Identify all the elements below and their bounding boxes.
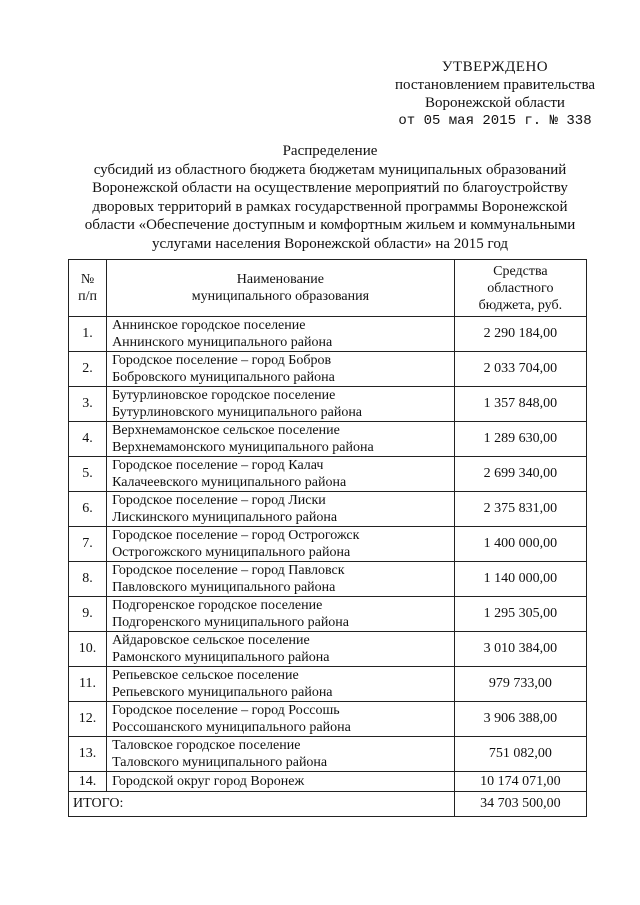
- row-number: 7.: [69, 527, 107, 562]
- row-sum: 1 357 848,00: [454, 387, 586, 422]
- row-name-line: Айдаровское сельское поселение: [112, 633, 310, 648]
- row-sum: 751 082,00: [454, 737, 586, 772]
- row-name-line: Городское поселение – город Лиски: [112, 493, 326, 508]
- row-number: 9.: [69, 597, 107, 632]
- row-name: [107, 597, 455, 632]
- row-sum: 3 010 384,00: [454, 632, 586, 667]
- row-name: [107, 492, 455, 527]
- row-number: 6.: [69, 492, 107, 527]
- row-name: [107, 702, 455, 737]
- row-name-line: Репьевского муниципального района: [112, 685, 333, 700]
- row-name: [107, 387, 455, 422]
- document-heading: [70, 142, 590, 253]
- row-name: [107, 352, 455, 387]
- header-sum: [454, 260, 586, 317]
- table-row: [69, 492, 587, 527]
- row-name-line: Аннинского муниципального района: [112, 335, 333, 350]
- row-name-line: Калачеевского муниципального района: [112, 475, 347, 490]
- header-num-line: п/п: [78, 289, 97, 304]
- row-number: 4.: [69, 422, 107, 457]
- header-sum-line: Средства: [493, 263, 548, 279]
- table-row: [69, 387, 587, 422]
- header-name-line: Наименование: [236, 272, 324, 287]
- total-sum: 34 703 500,00: [454, 792, 586, 817]
- row-name: [107, 457, 455, 492]
- table-row: [69, 457, 587, 492]
- heading-line-1: субсидий из областного бюджета бюджетам муниципальных образований: [93, 161, 567, 178]
- row-number: 8.: [69, 562, 107, 597]
- row-name-line: Городское поселение – город Бобров: [112, 353, 332, 368]
- row-sum: 1 140 000,00: [454, 562, 586, 597]
- header-num: [69, 260, 107, 317]
- header-sum-line: бюджета, руб.: [478, 297, 563, 313]
- row-name-line: Рамонского муниципального района: [112, 650, 330, 665]
- table-row: [69, 562, 587, 597]
- approval-title: УТВЕРЖДЕНО: [441, 59, 549, 75]
- row-name-line: Бутурлиновского муниципального района: [112, 405, 363, 420]
- row-number: 11.: [69, 667, 107, 702]
- row-number: 12.: [69, 702, 107, 737]
- header-name-line: муниципального образования: [191, 289, 370, 304]
- row-name-line: Верхнемамонское сельское поселение: [112, 423, 340, 438]
- row-sum: 10 174 071,00: [454, 772, 586, 792]
- row-sum: 979 733,00: [454, 667, 586, 702]
- approval-stamp: от 05 мая 2015 г. № 338: [398, 113, 592, 129]
- row-name: [107, 667, 455, 702]
- table-row: [69, 527, 587, 562]
- row-sum: 2 699 340,00: [454, 457, 586, 492]
- row-sum: 1 400 000,00: [454, 527, 586, 562]
- header-num-line: №: [80, 272, 95, 287]
- row-name-line: Городской округ город Воронеж: [112, 774, 305, 789]
- row-number: 10.: [69, 632, 107, 667]
- table-row: [69, 737, 587, 772]
- table-header-row: [69, 260, 587, 317]
- row-name-line: Подгоренского муниципального района: [112, 615, 350, 630]
- row-sum: 3 906 388,00: [454, 702, 586, 737]
- row-name: [107, 632, 455, 667]
- row-name-line: Городское поселение – город Павловск: [112, 563, 345, 578]
- approval-line-1: постановлением правительства: [394, 77, 596, 93]
- table-row: [69, 702, 587, 737]
- table-row: [69, 422, 587, 457]
- row-name-line: Бобровского муниципального района: [112, 370, 335, 385]
- row-number: 3.: [69, 387, 107, 422]
- approval-block: [380, 58, 610, 130]
- heading-line-3: дворовых территорий в рамках государственной программы Воронежской: [92, 198, 568, 215]
- row-number: 2.: [69, 352, 107, 387]
- header-sum-line: областного: [487, 280, 554, 296]
- row-sum: 1 289 630,00: [454, 422, 586, 457]
- row-name: [107, 737, 455, 772]
- row-number: 13.: [69, 737, 107, 772]
- row-name-line: Городское поселение – город Острогожск: [112, 528, 360, 543]
- row-sum: 2 375 831,00: [454, 492, 586, 527]
- distribution-table: [68, 259, 587, 817]
- row-name-line: Городское поселение – город Россошь: [112, 703, 340, 718]
- heading-line-5: услугами населения Воронежской области» на 2015 год: [151, 235, 509, 252]
- row-sum: 2 290 184,00: [454, 317, 586, 352]
- row-sum: 2 033 704,00: [454, 352, 586, 387]
- row-name-line: Таловского муниципального района: [112, 755, 328, 770]
- row-name: [107, 317, 455, 352]
- row-name: [107, 562, 455, 597]
- total-label: ИТОГО:: [69, 792, 455, 817]
- row-name-line: Репьевское сельское поселение: [112, 668, 299, 683]
- row-name-line: Аннинское городское поселение: [112, 318, 306, 333]
- table-row: [69, 317, 587, 352]
- row-name-line: Верхнемамонского муниципального района: [112, 440, 374, 455]
- table-row: [69, 772, 587, 792]
- row-name-line: Россошанского муниципального района: [112, 720, 351, 735]
- row-number: 5.: [69, 457, 107, 492]
- heading-line-4: области «Обеспечение доступным и комфортным жильем и коммунальными: [84, 217, 576, 233]
- heading-title: Распределение: [282, 143, 378, 159]
- row-name-line: Городское поселение – город Калач: [112, 458, 324, 473]
- total-row: [69, 792, 587, 817]
- row-name: [107, 772, 455, 792]
- table-row: [69, 597, 587, 632]
- row-number: 14.: [69, 772, 107, 792]
- row-name-line: Подгоренское городское поселение: [112, 598, 323, 613]
- row-name-line: Бутурлиновское городское поселение: [112, 388, 336, 403]
- row-number: 1.: [69, 317, 107, 352]
- table-row: [69, 667, 587, 702]
- row-name-line: Лискинского муниципального района: [112, 510, 338, 525]
- row-name-line: Острогожского муниципального района: [112, 545, 351, 560]
- table-row: [69, 352, 587, 387]
- row-name: [107, 422, 455, 457]
- header-name: [107, 260, 455, 317]
- table-row: [69, 632, 587, 667]
- row-sum: 1 295 305,00: [454, 597, 586, 632]
- row-name-line: Таловское городское поселение: [112, 738, 301, 753]
- approval-line-2: Воронежской области: [425, 95, 565, 111]
- row-name-line: Павловского муниципального района: [112, 580, 336, 595]
- heading-line-2: Воронежской области на осуществление мероприятий по благоустройству: [92, 180, 568, 196]
- row-name: [107, 527, 455, 562]
